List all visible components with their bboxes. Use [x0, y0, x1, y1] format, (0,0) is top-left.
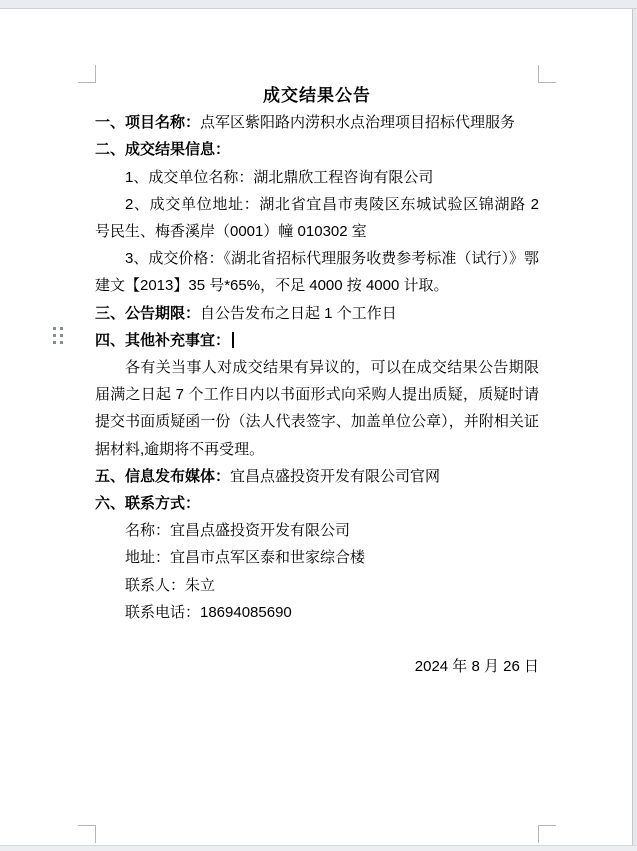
- margin-crop-mark-top-left: [78, 65, 96, 83]
- margin-crop-mark-bottom-right: [538, 825, 556, 843]
- objection-paragraph: 各有关当事人对成交结果有异议的，可以在成交结果公告期限届满之日起 7 个工作日内以书面形式向采购人提出质疑，质疑时请提交书面质疑函一份（法人代表签字、加盖单位公章），并附相关证据材料,逾期将不再受理。: [95, 359, 539, 458]
- margin-crop-mark-top-right: [538, 65, 556, 83]
- section-5-heading: [95, 463, 539, 490]
- drag-handle-icon[interactable]: [53, 327, 63, 344]
- text-cursor: [232, 332, 234, 348]
- deal-price: 3、成交价格：《湖北省招标代理服务收费参考标准（试行）》鄂建文【2013】35 号*65%，不足 4000 按 4000 计取。: [95, 250, 539, 295]
- doc-title: 成交结果公告: [263, 86, 371, 105]
- section-5-content: 宜昌点盛投资开发有限公司官网: [230, 467, 441, 485]
- section-3-label: 三、公告期限：: [95, 304, 201, 322]
- margin-crop-mark-bottom-left: [78, 825, 96, 843]
- deal-unit-name: 1、成交单位名称：湖北鼎欣工程咨询有限公司: [125, 168, 434, 186]
- section-1-content: 点军区紫阳路内涝积水点治理项目招标代理服务: [200, 114, 516, 132]
- section-1-heading: [95, 109, 539, 136]
- app-background-right: [632, 9, 637, 846]
- section-3-heading: [95, 300, 539, 327]
- section-2-heading: [95, 136, 539, 163]
- section-4-heading: [95, 327, 539, 354]
- contact-phone: 联系电话：18694085690: [125, 603, 292, 621]
- section-2-label: 二、成交结果信息：: [95, 141, 231, 159]
- section-4-label: 四、其他补充事宜：: [95, 331, 231, 349]
- section-3-content: 自公告发布之日起 1 个工作日: [200, 304, 397, 322]
- section-6-label: 六、联系方式：: [95, 495, 201, 513]
- contact-address: 地址：宜昌市点军区泰和世家综合楼: [125, 549, 366, 567]
- section-6-heading: [95, 490, 539, 517]
- app-background-top: [0, 0, 637, 9]
- app-background-bottom: [0, 845, 637, 851]
- contact-name: 名称：宜昌点盛投资开发有限公司: [125, 522, 351, 540]
- section-5-label: 五、信息发布媒体：: [95, 467, 231, 485]
- doc-date: 2024 年 8 月 26 日: [414, 658, 539, 676]
- contact-person: 联系人：朱立: [125, 576, 216, 594]
- section-1-label: 一、项目名称：: [95, 114, 201, 132]
- deal-unit-address: 2、成交单位地址：湖北省宜昌市夷陵区东城试验区锦湖路 2 号民生、梅香溪岸（0001）幢 010302 室: [95, 195, 539, 241]
- document-text-area[interactable]: [95, 82, 539, 680]
